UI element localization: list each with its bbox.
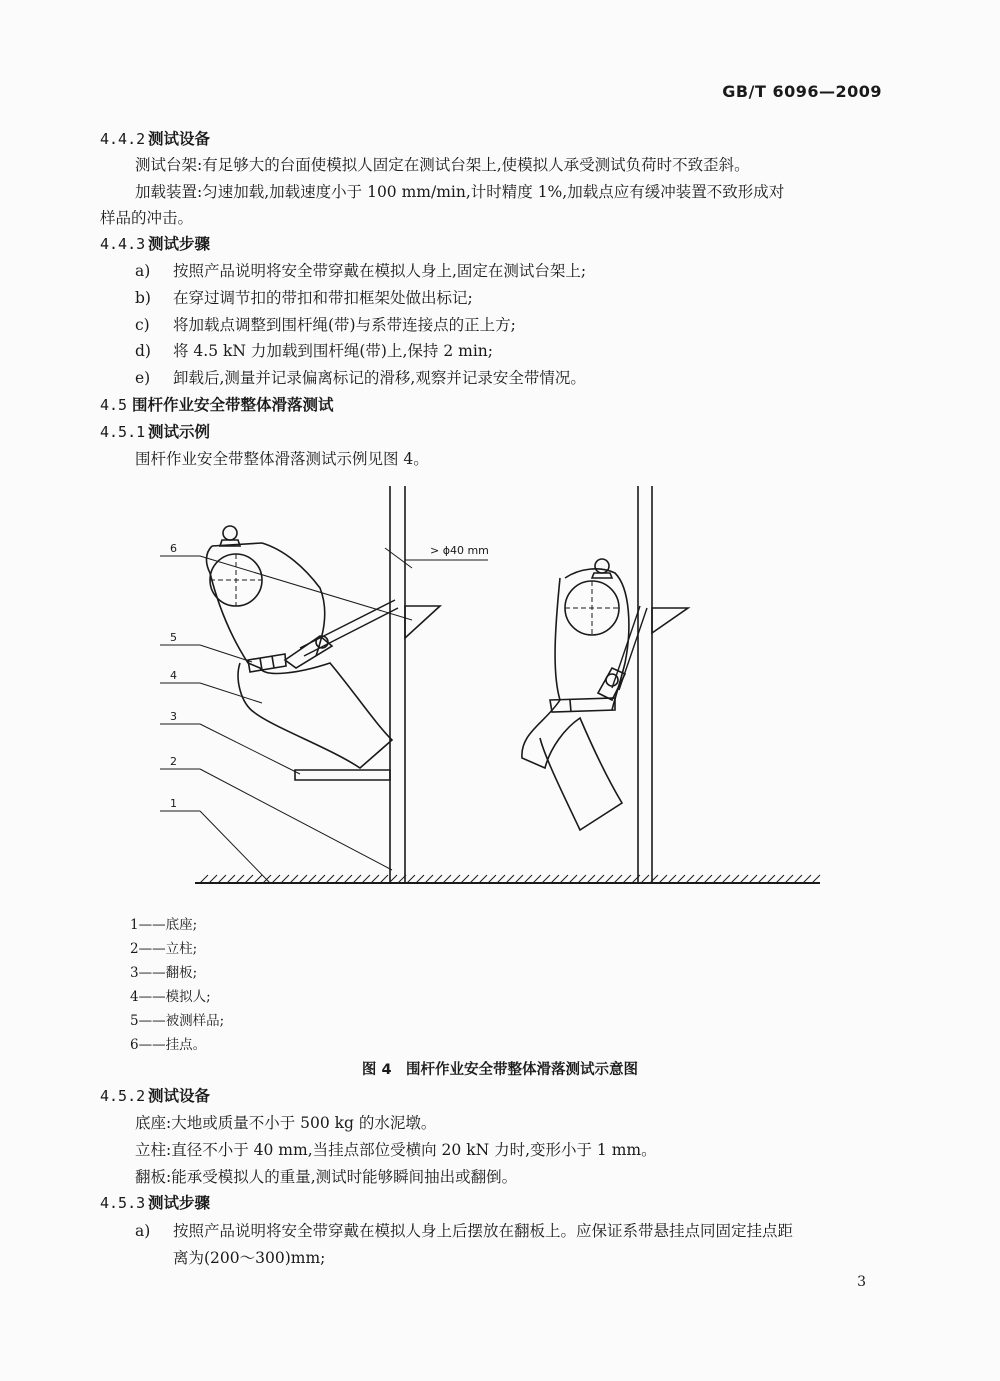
hanger-right — [652, 608, 688, 633]
paragraph: 测试台架:有足够大的台面使模拟人固定在测试台架上,使模拟人承受测试负荷时不致歪斜。 — [135, 156, 750, 174]
list-text: 将加载点调整到围杆绳(带)与系带连接点的正上方; — [173, 316, 516, 334]
part-label-6: 6 — [170, 542, 177, 555]
part-label-3: 3 — [170, 710, 177, 723]
flap-board — [295, 770, 390, 780]
section-number: 4.5.2 — [100, 1087, 146, 1105]
list-item — [135, 260, 586, 282]
section-title: 围杆作业安全带整体滑落测试 — [132, 396, 334, 414]
section-heading-4-4-3 — [100, 233, 210, 255]
paragraph: 围杆作业安全带整体滑落测试示例见图 4。 — [135, 450, 429, 468]
legend-item: 2——立柱; — [130, 941, 198, 957]
section-number: 4.5.3 — [100, 1194, 146, 1212]
list-text: 将 4.5 kN 力加载到围杆绳(带)上,保持 2 min; — [173, 342, 493, 360]
section-heading-4-4-2 — [100, 128, 210, 150]
pole-diameter-dimension — [385, 544, 489, 568]
section-number: 4.5 — [100, 396, 128, 414]
standard-code: GB/T 6096—2009 — [722, 82, 882, 101]
list-item — [135, 314, 516, 336]
section-title: 测试设备 — [148, 130, 211, 148]
list-text: 按照产品说明将安全带穿戴在模拟人身上,固定在测试台架上; — [173, 262, 587, 280]
part-label-2: 2 — [170, 755, 177, 768]
list-label: b) — [135, 289, 151, 307]
section-title: 测试示例 — [148, 423, 211, 441]
list-label: e) — [135, 369, 151, 387]
legend-item: 1——底座; — [130, 917, 198, 933]
list-item — [135, 1220, 793, 1242]
paragraph-continuation: 样品的冲击。 — [100, 209, 194, 227]
list-item — [135, 367, 586, 389]
section-number: 4.5.1 — [100, 423, 146, 441]
section-heading-4-5-1 — [100, 421, 210, 443]
list-text: 卸载后,测量并记录偏离标记的滑移,观察并记录安全带情况。 — [173, 369, 586, 387]
list-label: c) — [135, 316, 150, 334]
section-number: 4.4.3 — [100, 235, 146, 253]
dummy-seated — [206, 526, 398, 768]
section-title: 测试设备 — [148, 1087, 211, 1105]
legend-item: 3——翻板; — [130, 965, 198, 981]
ground-base — [195, 875, 820, 883]
dimension-text: > ϕ40 mm — [430, 544, 489, 557]
figure-4-diagram — [0, 478, 1000, 898]
hanger-left — [405, 606, 440, 638]
list-label: a) — [135, 262, 151, 280]
list-label: d) — [135, 342, 151, 360]
pole-left — [390, 486, 405, 883]
section-heading-4-5-2 — [100, 1085, 210, 1107]
list-text: 在穿过调节扣的带扣和带扣框架处做出标记; — [173, 289, 473, 307]
list-label: a) — [135, 1222, 151, 1240]
list-item — [135, 287, 473, 309]
part-label-4: 4 — [170, 669, 177, 682]
list-item — [135, 340, 493, 362]
legend-item: 6——挂点。 — [130, 1037, 207, 1053]
pole-right — [638, 486, 652, 883]
list-text: 按照产品说明将安全带穿戴在模拟人身上后摆放在翻板上。应保证系带悬挂点同固定挂点距 — [173, 1222, 794, 1240]
paragraph: 立柱:直径不小于 40 mm,当挂点部位受横向 20 kN 力时,变形小于 1 mm。 — [135, 1141, 657, 1159]
section-title: 测试步骤 — [148, 1194, 211, 1212]
legend-item: 4——模拟人; — [130, 989, 211, 1005]
figure-caption: 图 4 围杆作业安全带整体滑落测试示意图 — [361, 1062, 639, 1078]
section-title: 测试步骤 — [148, 235, 211, 253]
part-label-1: 1 — [170, 797, 177, 810]
part-label-5: 5 — [170, 631, 177, 644]
paragraph: 加载装置:匀速加载,加载速度小于 100 mm/min,计时精度 1%,加载点应有缓冲装置不致形成对 — [135, 183, 785, 201]
paragraph: 翻板:能承受模拟人的重量,测试时能够瞬间抽出或翻倒。 — [135, 1168, 518, 1186]
section-heading-4-5 — [100, 394, 334, 416]
paragraph: 底座:大地或质量不小于 500 kg 的水泥墩。 — [135, 1114, 437, 1132]
list-text-continuation: 离为(200～300)mm; — [173, 1249, 326, 1267]
dummy-falling — [522, 559, 647, 830]
section-number: 4.4.2 — [100, 130, 146, 148]
page-number: 3 — [857, 1274, 866, 1290]
section-heading-4-5-3 — [100, 1192, 210, 1214]
legend-item: 5——被测样品; — [130, 1013, 225, 1029]
